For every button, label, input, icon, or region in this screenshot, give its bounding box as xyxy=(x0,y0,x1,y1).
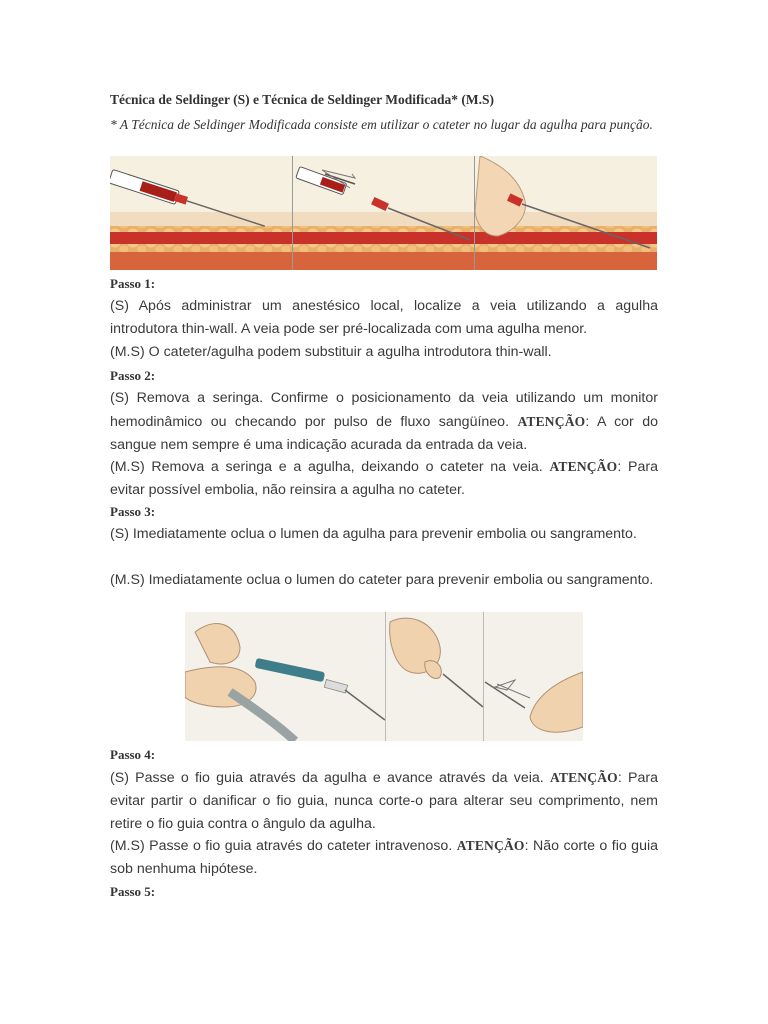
document-title: Técnica de Seldinger (S) e Técnica de Seldinger Modificada* (M.S) xyxy=(110,92,494,107)
step-2-s-text: (S) Remova a seringa. Confirme o posicionamento da veia utilizando um monitor hemodinâmico ou checando por pulso de fluxo sangüíneo. xyxy=(110,390,658,430)
step-4-s-warning: ATENÇÃO xyxy=(549,770,618,785)
step-2-label: Passo 2: xyxy=(110,368,156,383)
step-5-label: Passo 5: xyxy=(110,884,156,899)
step-2-s-text-after: : A cor do sangue nem sempre é uma indicação acurada da entrada da veia. xyxy=(110,414,658,453)
step-4-ms-text-after: : Não corte o fio guia sob nenhuma hipótese. xyxy=(110,838,658,877)
step-4-s-text-after: : Para evitar partir o danificar o fio guia, nunca corte-o para alterar seu comprimento, nem retire o fio guia contra o ângulo da agulha. xyxy=(110,770,659,832)
step-2-paragraph-s xyxy=(110,387,658,457)
step-4-ms-text: (M.S) Passe o fio guia através do cateter intravenoso. xyxy=(110,838,457,854)
step-1-paragraph-s: (S) Após administrar um anestésico local, localize a veia utilizando a agulha introdutora thin-wall. A veia pode ser pré-localizada com uma agulha menor. xyxy=(110,298,658,337)
step-4-s-text: (S) Passe o fio guia através da agulha e avance através da veia. xyxy=(110,770,550,786)
figure-panel-1 xyxy=(110,156,292,270)
figure2-panel-1 xyxy=(185,612,385,741)
document-subtitle: * A Técnica de Seldinger Modificada consiste em utilizar o cateter no lugar da agulha para punção. xyxy=(110,117,653,132)
figure2-panel-2 xyxy=(386,612,483,741)
step-2-ms-text-after: : Para evitar possível embolia, não reinsira a agulha no cateter. xyxy=(110,459,659,498)
step-2-ms-text: (M.S) Remova a seringa e a agulha, deixando o cateter na veia. xyxy=(110,459,550,475)
figure-panel-3 xyxy=(475,156,657,270)
figure-guidewire-insertion xyxy=(185,612,583,741)
step-4-label: Passo 4: xyxy=(110,747,156,762)
step-3-label: Passo 3: xyxy=(110,504,156,519)
step-2-paragraph-ms xyxy=(110,455,658,502)
step-2-ms-warning: ATENÇÃO xyxy=(549,459,618,474)
figure-panel-2 xyxy=(293,156,474,270)
figure-needle-insertion xyxy=(110,156,657,270)
step-2-s-warning: ATENÇÃO xyxy=(517,414,586,429)
step-3-paragraph-s: (S) Imediatamente oclua o lumen da agulha para prevenir embolia ou sangramento. xyxy=(110,526,637,542)
figure2-panel-3 xyxy=(484,612,583,741)
step-4-ms-warning: ATENÇÃO xyxy=(456,838,525,853)
step-4-paragraph-ms xyxy=(110,834,658,881)
step-1-label: Passo 1: xyxy=(110,276,156,291)
step-1-paragraph-ms: (M.S) O cateter/agulha podem substituir a agulha introdutora thin-wall. xyxy=(110,344,552,360)
step-3-paragraph-ms: (M.S) Imediatamente oclua o lumen do cateter para prevenir embolia ou sangramento. xyxy=(110,572,654,588)
step-4-paragraph-s xyxy=(110,766,658,836)
